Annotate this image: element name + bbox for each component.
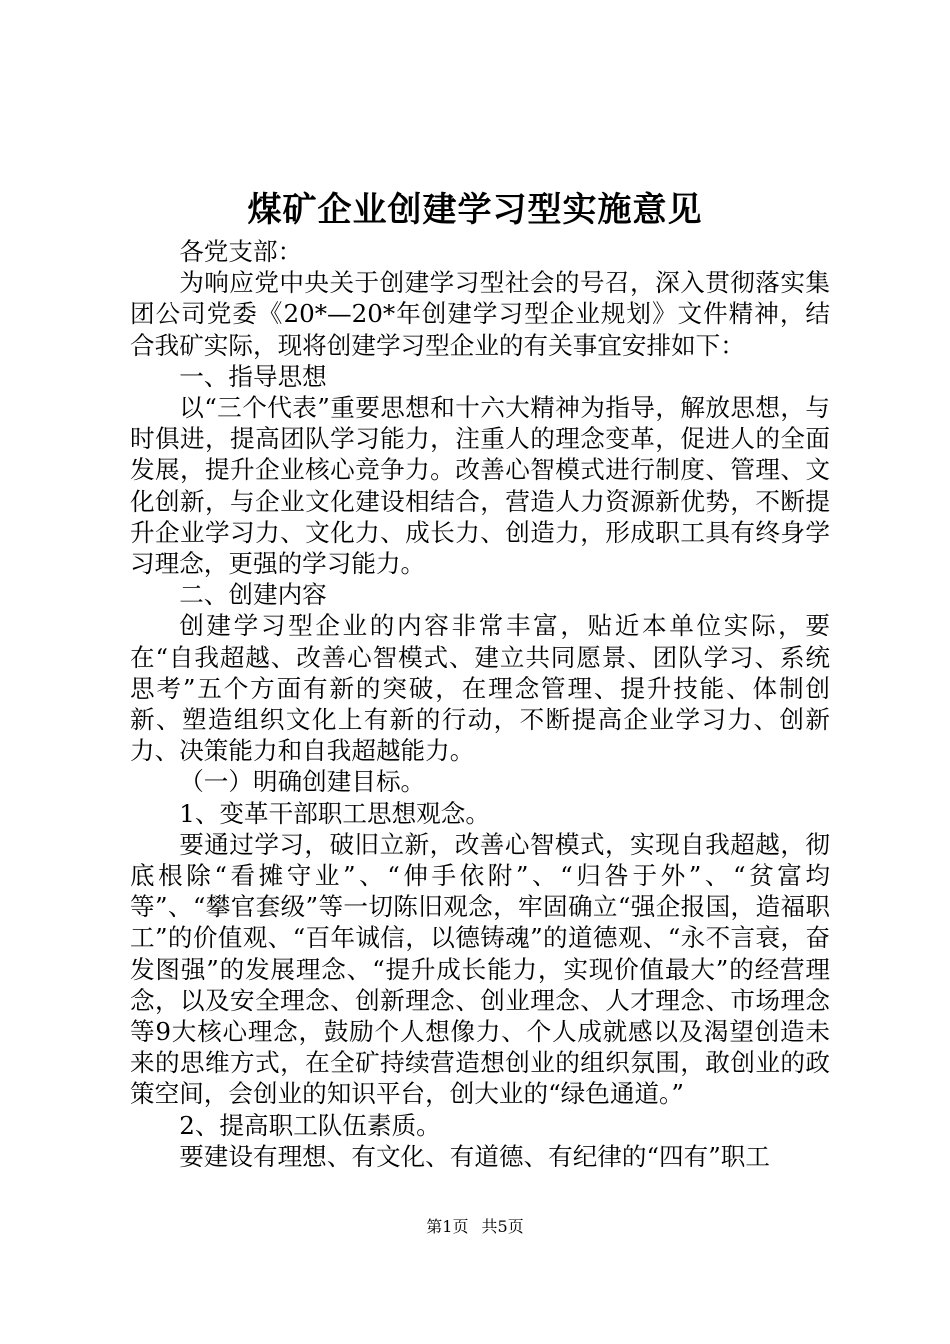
- body-paragraph: 以“三个代表”重要思想和十六大精神为指导，解放思想，与时俱进，提高团队学习能力，注重人的理念变革，促进人的全面发展，提升企业核心竞争力。改善心智模式进行制度、管理、文化创新，与企业文化建设相结合，营造人力资源新优势，不断提升企业学习力、文化力、成长力、创造力，形成职工具有终身学习理念，更强的学习能力。: [130, 393, 830, 579]
- document-title: 煤矿企业创建学习型实施意见: [247, 190, 703, 230]
- item-heading: 1、变革干部职工思想观念。: [179, 798, 490, 828]
- section-heading: 一、指导思想: [179, 361, 327, 391]
- body-paragraph: 要建设有理想、有文化、有道德、有纪律的“四有”职工: [179, 1141, 770, 1171]
- subsection-heading: （一）明确创建目标。: [179, 767, 426, 797]
- section-heading: 二、创建内容: [179, 580, 327, 610]
- page-number: 第1页: [426, 1217, 469, 1236]
- salutation: 各党支部：: [179, 237, 303, 266]
- page-total: 共5页: [481, 1217, 524, 1236]
- body-paragraph: 要通过学习，破旧立新，改善心智模式，实现自我超越，彻底根除“看摊守业”、“伸手依附”、“归咎于外”、“贫富均等”、“攀官套级”等一切陈旧观念，牢固确立“强企报国，造福职工”的价值观、“百年诚信，以德铸魂”的道德观、“永不言衰，奋发图强”的发展理念、“提升成长能力，实现价值最大”的经营理念，以及安全理念、创新理念、创业理念、人才理念、市场理念等9大核心理念，鼓励个人想像力、个人成就感以及渴望创造未来的思维方式，在全矿持续营造想创业的组织氛围，敢创业的政策空间，会创业的知识平台，创大业的“绿色通道。”: [130, 829, 830, 1109]
- body-paragraph: 创建学习型企业的内容非常丰富，贴近本单位实际，要在“自我超越、改善心智模式、建立共同愿景、团队学习、系统思考”五个方面有新的突破，在理念管理、提升技能、体制创新、塑造组织文化上有新的行动，不断提高企业学习力、创新力、决策能力和自我超越能力。: [130, 611, 830, 766]
- item-heading: 2、提高职工队伍素质。: [179, 1110, 441, 1140]
- page-footer: [0, 1215, 950, 1239]
- document-body: [130, 236, 830, 1172]
- intro-paragraph: 为响应党中央关于创建学习型社会的号召，深入贯彻落实集团公司党委《20*—20*年创建学习型企业规划》文件精神，结合我矿实际，现将创建学习型企业的有关事宜安排如下：: [130, 268, 830, 360]
